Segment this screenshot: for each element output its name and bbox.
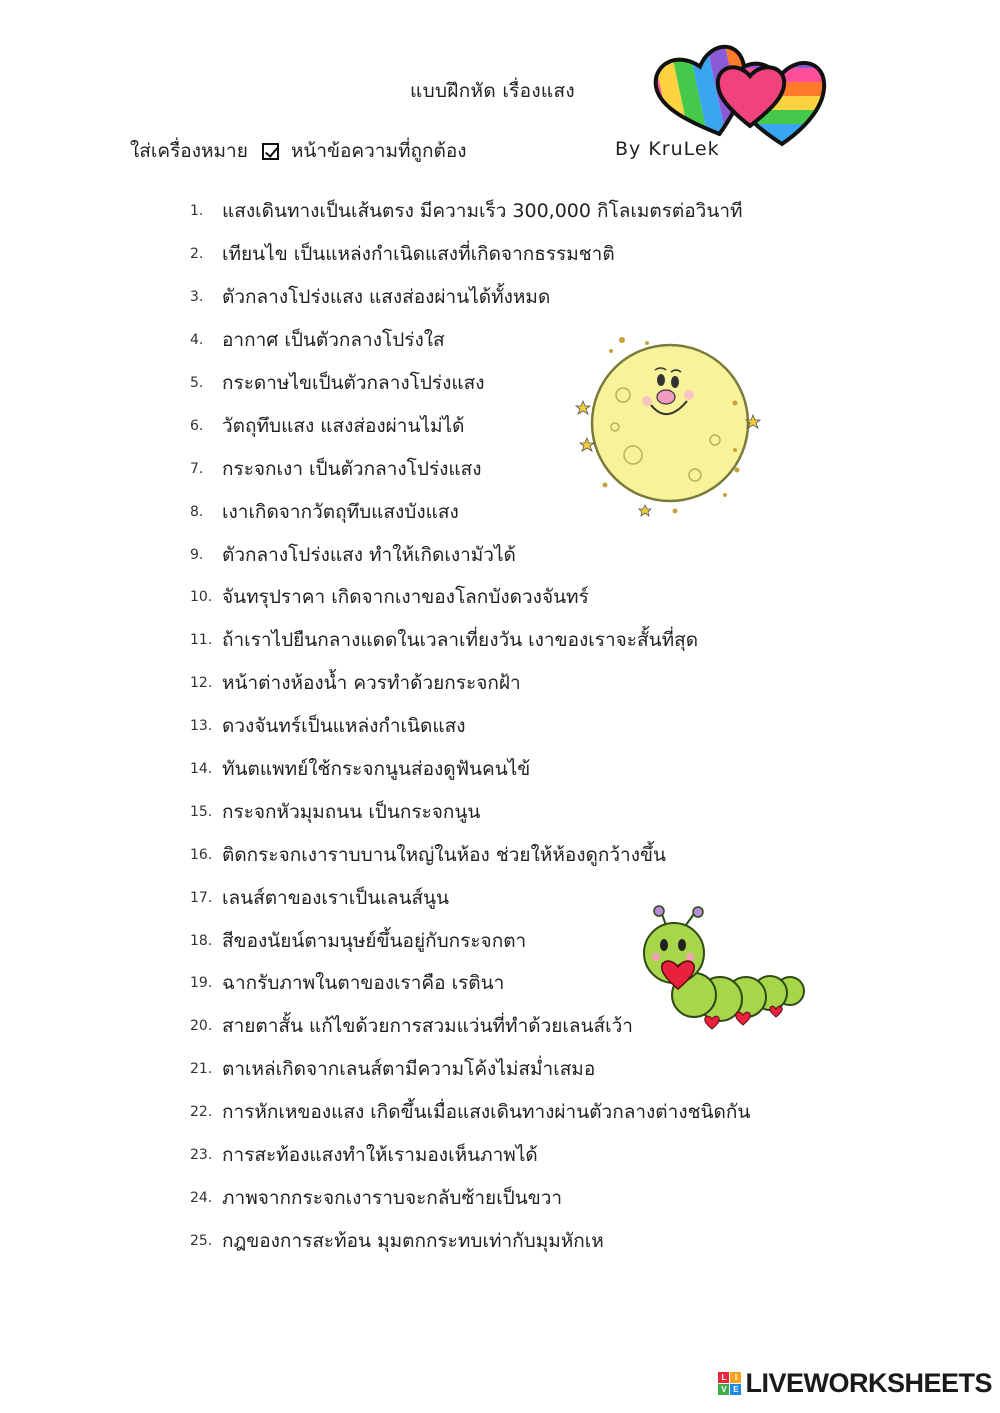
list-item [190,447,750,490]
item-text: กระจกหัวมุมถนน เป็นกระจกนูน [222,800,481,823]
item-number: 14. [190,761,213,778]
list-item [190,276,750,319]
list-item [190,190,750,233]
item-text: การสะท้องแสงทำให้เรามองเห็นภาพได้ [222,1144,538,1167]
item-number: 21. [190,1061,213,1078]
item-number: 8. [190,503,204,520]
list-item [190,319,750,362]
item-text: เลนส์ตาของเราเป็นเลนส์นูน [222,886,450,909]
list-item [190,533,750,576]
item-text: ฉากรับภาพในตาของเราคือ เรตินา [222,972,505,995]
item-text: กระจกเงา เป็นตัวกลางโปร่งแสง [222,457,482,480]
item-text: กระดาษไขเป็นตัวกลางโปร่งแสง [222,372,485,394]
list-item [190,1048,750,1091]
item-number: 12. [190,675,213,692]
list-item [190,1134,750,1177]
item-number: 11. [190,632,213,649]
list-item [190,833,750,876]
item-number: 17. [190,889,213,906]
item-number: 25. [190,1232,213,1249]
item-number: 7. [190,460,204,477]
item-text: ภาพจากกระจกเงาราบจะกลับซ้ายเป็นขวา [222,1186,563,1209]
badge-letter: I [730,1372,741,1383]
instruction-line [130,136,467,166]
item-text: ตาเหล่เกิดจากเลนส์ตามีความโค้งไม่สม่ำเสมอ [222,1058,596,1081]
item-number: 13. [190,718,213,735]
list-item [190,876,750,919]
list-item [190,233,750,276]
item-text: กฎของการสะท้อน มุมตกกระทบเท่ากับมุมหักเห [222,1229,604,1252]
instruction-after-text: หน้าข้อความที่ถูกต้อง [290,140,467,162]
item-number: 3. [190,289,204,306]
badge-letter: E [730,1384,741,1395]
item-text: จันทรุปราคา เกิดจากเงาของโลกบังดวงจันทร์ [222,586,589,609]
list-item [190,1005,750,1048]
list-item [190,790,750,833]
list-item [190,490,750,533]
list-item [190,705,750,748]
list-item [190,362,750,405]
item-text: สีของนัยน์ตามนุษย์ขึ้นอยู่กับกระจกตา [222,929,527,952]
item-text: ถ้าเราไปยืนกลางแดดในเวลาเที่ยงวัน เงาของเราจะสั้นที่สุด [222,629,699,652]
item-number: 20. [190,1018,213,1035]
list-item [190,404,750,447]
item-number: 18. [190,932,213,949]
worksheet-title: แบบฝึกหัด เรื่องแสง [410,80,575,102]
item-text: การหักเหของแสง เกิดขึ้นเมื่อแสงเดินทางผ่านตัวกลางต่างชนิดกัน [222,1101,751,1124]
item-number: 9. [190,546,204,563]
badge-letter: L [718,1372,729,1383]
item-text: ดวงจันทร์เป็นแหล่งกำเนิดแสง [222,715,466,738]
item-number: 19. [190,975,213,992]
logo-badge-icon [718,1372,741,1395]
list-item [190,662,750,705]
rainbow-hearts-icon [650,40,830,152]
liveworksheets-logo [718,1368,992,1399]
item-number: 1. [190,203,204,220]
list-item [190,576,750,619]
item-number: 22. [190,1104,213,1121]
item-text: ทันตแพทย์ใช้กระจกนูนส่องดูฟันคนไข้ [222,758,531,781]
badge-letter: V [718,1384,729,1395]
item-number: 24. [190,1189,213,1206]
item-text: เงาเกิดจากวัตถุทึบแสงบังแสง [222,500,459,523]
list-item [190,1219,750,1262]
list-item [190,619,750,662]
item-number: 5. [190,375,204,391]
item-number: 15. [190,803,213,820]
item-number: 4. [190,332,204,349]
list-item [190,748,750,791]
logo-wordmark: LIVEWORKSHEETS [745,1368,992,1398]
item-text: ตัวกลางโปร่งแสง แสงส่องผ่านได้ทั้งหมด [222,286,551,309]
list-item [190,962,750,1005]
instruction-before-text: ใส่เครื่องหมาย [130,140,248,162]
list-item [190,1091,750,1134]
list-item [190,919,750,962]
checked-box-icon [262,143,279,160]
item-text: ตัวกลางโปร่งแสง ทำให้เกิดเงามัวได้ [222,543,516,566]
item-text: หน้าต่างห้องน้ำ ควรทำด้วยกระจกฝ้า [222,672,521,695]
question-list [190,190,750,1262]
item-number: 23. [190,1147,213,1164]
item-text: แสงเดินทางเป็นเส้นตรง มีความเร็ว 300,000 กิโลเมตรต่อวินาที [222,200,743,223]
list-item [190,1176,750,1219]
item-number: 10. [190,589,213,606]
item-number: 6. [190,417,204,434]
item-text: สายตาสั้น แก้ไขด้วยการสวมแว่นที่ทำด้วยเลนส์เว้า [222,1015,633,1038]
item-text: เทียนไข เป็นแหล่งกำเนิดแสงที่เกิดจากธรรมชาติ [222,243,615,266]
item-text: วัตถุทึบแสง แสงส่องผ่านไม่ได้ [222,414,465,437]
item-number: 16. [190,846,213,863]
item-number: 2. [190,246,204,263]
item-text: ติดกระจกเงาราบบานใหญ่ในห้อง ช่วยให้ห้องดูกว้างขึ้น [222,843,666,866]
item-text: อากาศ เป็นตัวกลางโปร่งใส [222,329,445,352]
author-byline: By KruLek [615,138,720,160]
